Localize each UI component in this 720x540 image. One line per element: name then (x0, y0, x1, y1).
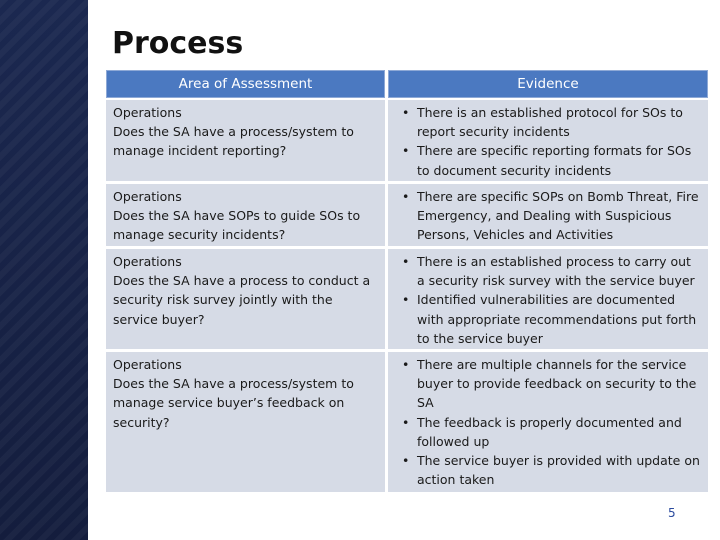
area-question: Does the SA have a process/system to manage incident reporting? (113, 124, 354, 159)
evidence-item (396, 187, 702, 245)
area-title: Operations (113, 189, 182, 204)
bullet-icon: • (402, 189, 410, 204)
evidence-item (396, 141, 702, 179)
evidence-item (396, 252, 702, 290)
bullet-icon: • (402, 105, 410, 120)
evidence-cell (388, 184, 708, 246)
table-row (106, 100, 708, 181)
area-cell (106, 184, 385, 246)
evidence-text: There is an established process to carry out a security risk survey with the service buyer (417, 254, 695, 289)
evidence-cell (388, 100, 708, 181)
evidence-list (396, 103, 702, 180)
area-title: Operations (113, 254, 182, 269)
table-header-row (106, 70, 708, 98)
area-cell (106, 100, 385, 181)
page-number: 5 (668, 506, 676, 520)
evidence-text: There are multiple channels for the service buyer to provide feedback on security to the SA (417, 357, 697, 411)
decorative-side-band (0, 0, 88, 540)
header-evidence: Evidence (388, 70, 708, 98)
table-row (106, 352, 708, 492)
area-cell (106, 249, 385, 349)
area-question: Does the SA have SOPs to guide SOs to manage security incidents? (113, 208, 361, 243)
bullet-icon: • (402, 357, 410, 372)
evidence-item (396, 451, 702, 489)
area-question: Does the SA have a process/system to manage service buyer’s feedback on security? (113, 376, 354, 430)
evidence-cell (388, 249, 708, 349)
area-title: Operations (113, 105, 182, 120)
area-cell (106, 352, 385, 492)
evidence-text: There are specific SOPs on Bomb Threat, Fire Emergency, and Dealing with Suspicious Persons, Vehicles and Activities (417, 189, 699, 243)
bullet-icon: • (402, 453, 410, 469)
assessment-table (106, 70, 708, 495)
evidence-text: There is an established protocol for SOs to report security incidents (417, 105, 683, 140)
evidence-cell (388, 352, 708, 492)
header-area-of-assessment: Area of Assessment (106, 70, 385, 98)
evidence-list (396, 187, 702, 245)
evidence-item (396, 103, 702, 141)
bullet-icon: • (402, 143, 410, 159)
area-title: Operations (113, 357, 182, 372)
bullet-icon: • (402, 254, 410, 269)
area-question: Does the SA have a process to conduct a security risk survey jointly with the service buyer? (113, 273, 371, 327)
evidence-text: The feedback is properly documented and followed up (417, 414, 682, 449)
evidence-list (396, 355, 702, 489)
evidence-item (396, 290, 702, 348)
table-row (106, 249, 708, 349)
evidence-item (396, 355, 702, 413)
evidence-text: Identified vulnerabilities are documented with appropriate recommendations put forth to the service buyer (417, 292, 697, 346)
bullet-icon: • (402, 292, 410, 308)
evidence-text: There are specific reporting formats for SOs to document security incidents (417, 143, 692, 178)
bullet-icon: • (402, 414, 410, 430)
evidence-list (396, 252, 702, 348)
table-row (106, 184, 708, 246)
evidence-text: The service buyer is provided with update on action taken (417, 453, 700, 488)
evidence-item (396, 413, 702, 451)
slide-title: Process (112, 26, 244, 61)
